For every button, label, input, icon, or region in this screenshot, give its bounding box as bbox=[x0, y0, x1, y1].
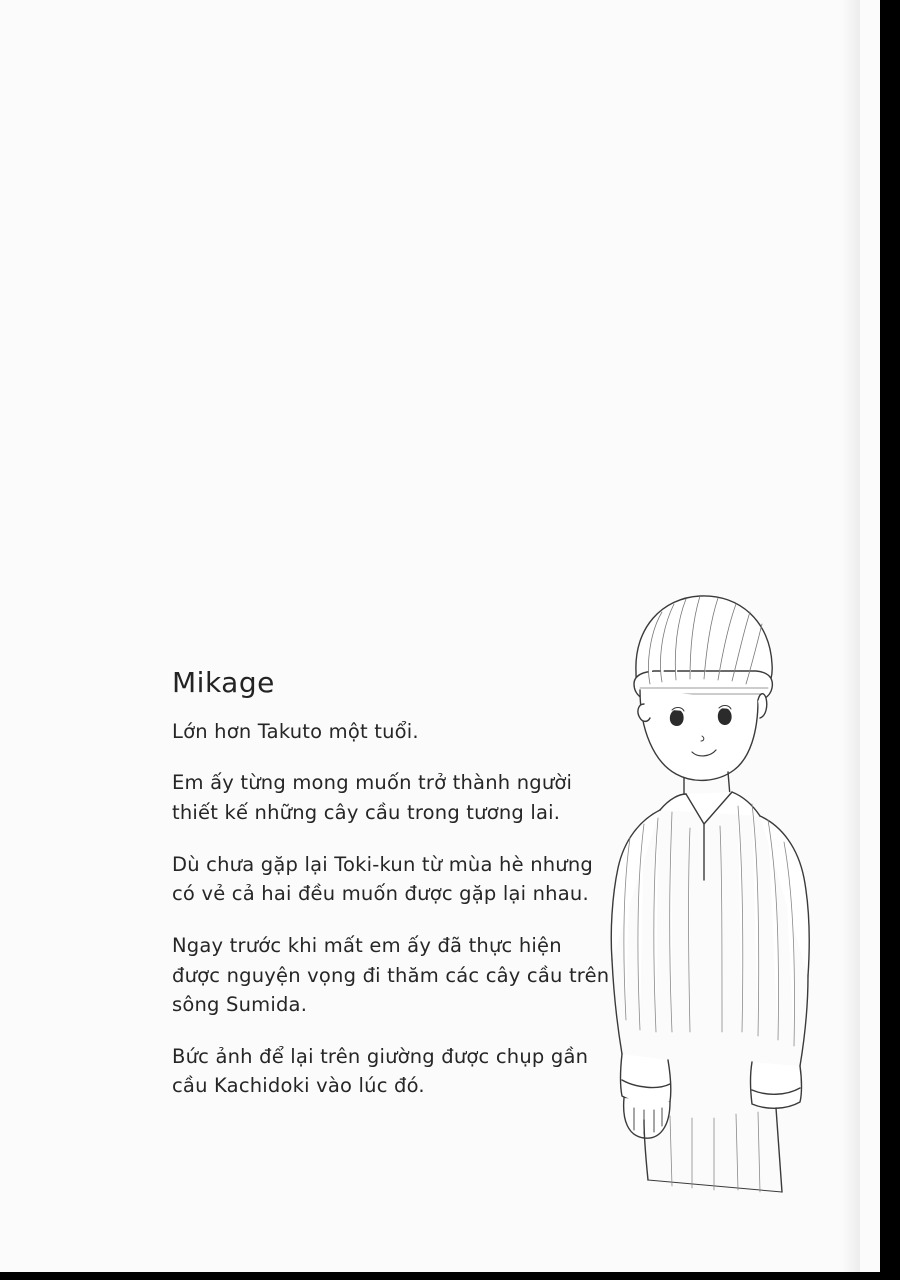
page-title: Mikage bbox=[172, 666, 275, 699]
profile-paragraph: Ngay trước khi mất em ấy đã thực hiện được nguyện vọng đi thăm các cây cầu trên sông Sumida. bbox=[172, 933, 610, 1017]
character-profile-text bbox=[172, 668, 612, 1101]
profile-paragraph: Bức ảnh để lại trên giường được chụp gần cầu Kachidoki vào lúc đó. bbox=[172, 1044, 589, 1098]
profile-paragraph: Dù chưa gặp lại Toki-kun từ mùa hè nhưng có vẻ cả hai đều muốn được gặp lại nhau. bbox=[172, 852, 594, 906]
profile-paragraph: Em ấy từng mong muốn trở thành người thiết kế những cây cầu trong tương lai. bbox=[172, 771, 573, 825]
character-sketch-boy-with-beanie bbox=[600, 580, 860, 1200]
profile-paragraph: Lớn hơn Takuto một tuổi. bbox=[172, 719, 419, 743]
